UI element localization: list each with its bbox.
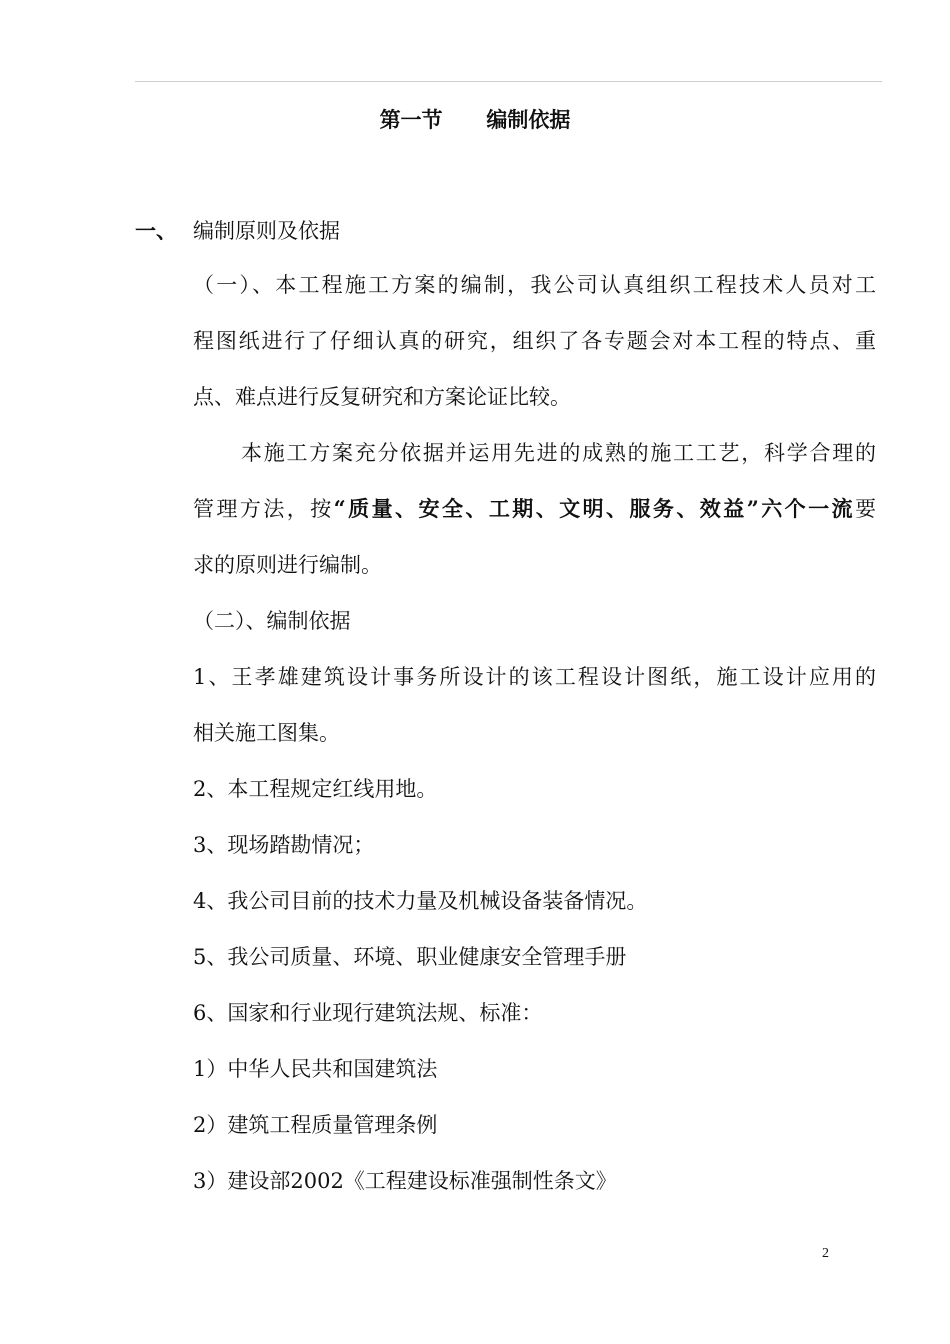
list-item-continuation: 相关施工图集。 — [193, 721, 340, 745]
paragraph-line: 本施工方案充分依据并运用先进的成熟的施工工艺，科学合理的 — [241, 441, 876, 465]
paragraph-line: 求的原则进行编制。 — [193, 553, 382, 577]
paragraph-line: 点、难点进行反复研究和方案论证比较。 — [193, 385, 571, 409]
page-title: 第一节 编制依据 — [379, 107, 571, 132]
text-span: 要 — [855, 497, 876, 521]
law-item: 3）建设部2002《工程建设标准强制性条文》 — [193, 1169, 617, 1193]
paragraph-line-mixed — [193, 494, 876, 524]
subsection-heading: （二）、编制依据 — [193, 609, 351, 633]
section-number: 一、 — [135, 218, 177, 243]
section-heading: 编制原则及依据 — [193, 219, 340, 243]
bold-emphasis: “质量、安全、工期、文明、服务、效益”六个一流 — [333, 496, 855, 521]
list-item: 2、本工程规定红线用地。 — [193, 777, 438, 801]
law-item: 2）建筑工程质量管理条例 — [193, 1113, 438, 1137]
list-item: 1、王孝雄建筑设计事务所设计的该工程设计图纸，施工设计应用的 — [193, 665, 876, 689]
list-item: 3、现场踏勘情况； — [193, 833, 375, 857]
paragraph-line: （一）、本工程施工方案的编制，我公司认真组织工程技术人员对工 — [193, 273, 876, 297]
list-item: 6、国家和行业现行建筑法规、标准： — [193, 1001, 543, 1025]
paragraph-line: 程图纸进行了仔细认真的研究，组织了各专题会对本工程的特点、重 — [193, 329, 876, 353]
page-number: 2 — [822, 1246, 829, 1261]
header-rule — [135, 81, 882, 82]
list-item: 5、我公司质量、环境、职业健康安全管理手册 — [193, 945, 627, 969]
list-item: 4、我公司目前的技术力量及机械设备装备情况。 — [193, 889, 648, 913]
text-span: 管理方法，按 — [193, 497, 334, 521]
law-item: 1）中华人民共和国建筑法 — [193, 1057, 438, 1081]
